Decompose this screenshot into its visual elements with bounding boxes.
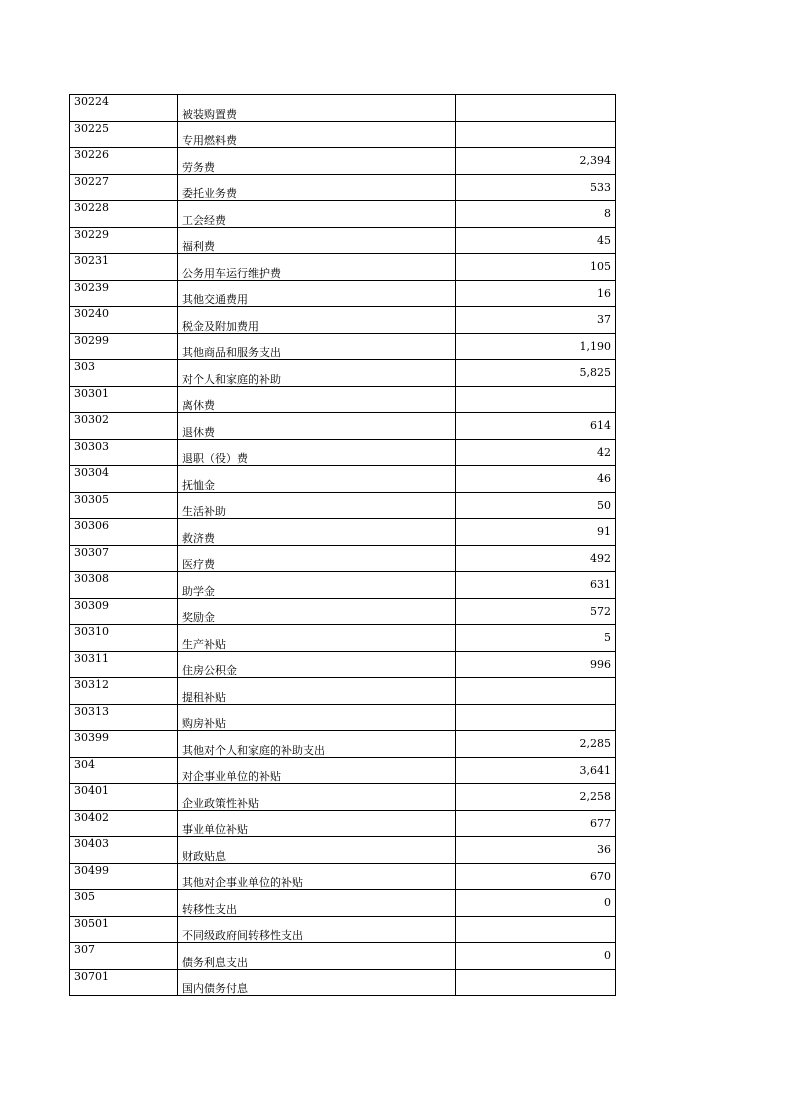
name-cell: 救济费 [177,519,455,546]
name-cell: 助学金 [177,572,455,599]
code-cell: 30307 [70,545,178,572]
name-cell: 离休费 [177,386,455,413]
expenditure-table [69,94,616,996]
value-cell: 2,394 [455,148,615,175]
code-cell: 30301 [70,386,178,413]
name-cell: 事业单位补贴 [177,810,455,837]
table-row [70,227,616,254]
table-row [70,916,616,943]
code-cell: 30226 [70,148,178,175]
code-cell: 30310 [70,625,178,652]
table-row [70,784,616,811]
code-cell: 30227 [70,174,178,201]
value-cell [455,95,615,122]
table-row [70,439,616,466]
name-cell: 债务利息支出 [177,943,455,970]
code-cell: 30308 [70,572,178,599]
name-cell: 福利费 [177,227,455,254]
value-cell: 492 [455,545,615,572]
value-cell: 36 [455,837,615,864]
value-cell: 0 [455,943,615,970]
name-cell: 专用燃料费 [177,121,455,148]
name-cell: 提租补贴 [177,678,455,705]
name-cell: 医疗费 [177,545,455,572]
value-cell [455,704,615,731]
name-cell: 被装购置费 [177,95,455,122]
value-cell: 42 [455,439,615,466]
name-cell: 奖励金 [177,598,455,625]
table-row [70,201,616,228]
name-cell: 退职（役）费 [177,439,455,466]
table-row [70,360,616,387]
table-row [70,492,616,519]
name-cell: 财政贴息 [177,837,455,864]
code-cell: 30305 [70,492,178,519]
name-cell: 不同级政府间转移性支出 [177,916,455,943]
value-cell: 2,258 [455,784,615,811]
value-cell: 105 [455,254,615,281]
code-cell: 30309 [70,598,178,625]
name-cell: 生活补助 [177,492,455,519]
table-row [70,731,616,758]
name-cell: 国内债务付息 [177,969,455,996]
code-cell: 30229 [70,227,178,254]
code-cell: 303 [70,360,178,387]
name-cell: 退休费 [177,413,455,440]
code-cell: 30304 [70,466,178,493]
name-cell: 对个人和家庭的补助 [177,360,455,387]
name-cell: 对企事业单位的补贴 [177,757,455,784]
value-cell: 572 [455,598,615,625]
table-body [70,95,616,996]
code-cell: 30239 [70,280,178,307]
code-cell: 30224 [70,95,178,122]
code-cell: 307 [70,943,178,970]
code-cell: 30303 [70,439,178,466]
table-row [70,969,616,996]
value-cell [455,678,615,705]
table-row [70,121,616,148]
name-cell: 抚恤金 [177,466,455,493]
name-cell: 其他对企事业单位的补贴 [177,863,455,890]
table-row [70,810,616,837]
value-cell: 1,190 [455,333,615,360]
table-row [70,174,616,201]
code-cell: 30231 [70,254,178,281]
code-cell: 30401 [70,784,178,811]
code-cell: 30313 [70,704,178,731]
table-row [70,254,616,281]
name-cell: 工会经费 [177,201,455,228]
table-row [70,386,616,413]
code-cell: 30225 [70,121,178,148]
table-row [70,280,616,307]
name-cell: 转移性支出 [177,890,455,917]
value-cell: 614 [455,413,615,440]
code-cell: 30302 [70,413,178,440]
table-row [70,651,616,678]
name-cell: 公务用车运行维护费 [177,254,455,281]
code-cell: 30312 [70,678,178,705]
code-cell: 30228 [70,201,178,228]
table-row [70,757,616,784]
table-row [70,307,616,334]
value-cell: 670 [455,863,615,890]
value-cell: 996 [455,651,615,678]
value-cell: 3,641 [455,757,615,784]
code-cell: 30403 [70,837,178,864]
name-cell: 住房公积金 [177,651,455,678]
table-row [70,572,616,599]
value-cell: 2,285 [455,731,615,758]
code-cell: 30402 [70,810,178,837]
table-row [70,863,616,890]
code-cell: 30501 [70,916,178,943]
table-row [70,519,616,546]
code-cell: 30240 [70,307,178,334]
table-row [70,333,616,360]
name-cell: 生产补贴 [177,625,455,652]
name-cell: 企业政策性补贴 [177,784,455,811]
value-cell: 533 [455,174,615,201]
value-cell: 45 [455,227,615,254]
name-cell: 其他对个人和家庭的补助支出 [177,731,455,758]
table-row [70,95,616,122]
table-row [70,545,616,572]
table-row [70,890,616,917]
value-cell [455,121,615,148]
code-cell: 30399 [70,731,178,758]
table-row [70,943,616,970]
value-cell: 631 [455,572,615,599]
name-cell: 委托业务费 [177,174,455,201]
table-row [70,837,616,864]
value-cell: 91 [455,519,615,546]
table-row [70,704,616,731]
value-cell [455,916,615,943]
table-row [70,148,616,175]
code-cell: 304 [70,757,178,784]
table-row [70,678,616,705]
value-cell [455,386,615,413]
name-cell: 其他交通费用 [177,280,455,307]
value-cell: 677 [455,810,615,837]
value-cell: 5,825 [455,360,615,387]
table-row [70,413,616,440]
value-cell: 50 [455,492,615,519]
value-cell [455,969,615,996]
code-cell: 305 [70,890,178,917]
code-cell: 30306 [70,519,178,546]
name-cell: 购房补贴 [177,704,455,731]
table-row [70,466,616,493]
code-cell: 30499 [70,863,178,890]
code-cell: 30701 [70,969,178,996]
value-cell: 46 [455,466,615,493]
value-cell: 5 [455,625,615,652]
value-cell: 8 [455,201,615,228]
code-cell: 30311 [70,651,178,678]
name-cell: 税金及附加费用 [177,307,455,334]
table-row [70,625,616,652]
value-cell: 37 [455,307,615,334]
name-cell: 劳务费 [177,148,455,175]
code-cell: 30299 [70,333,178,360]
value-cell: 0 [455,890,615,917]
value-cell: 16 [455,280,615,307]
table-row [70,598,616,625]
name-cell: 其他商品和服务支出 [177,333,455,360]
